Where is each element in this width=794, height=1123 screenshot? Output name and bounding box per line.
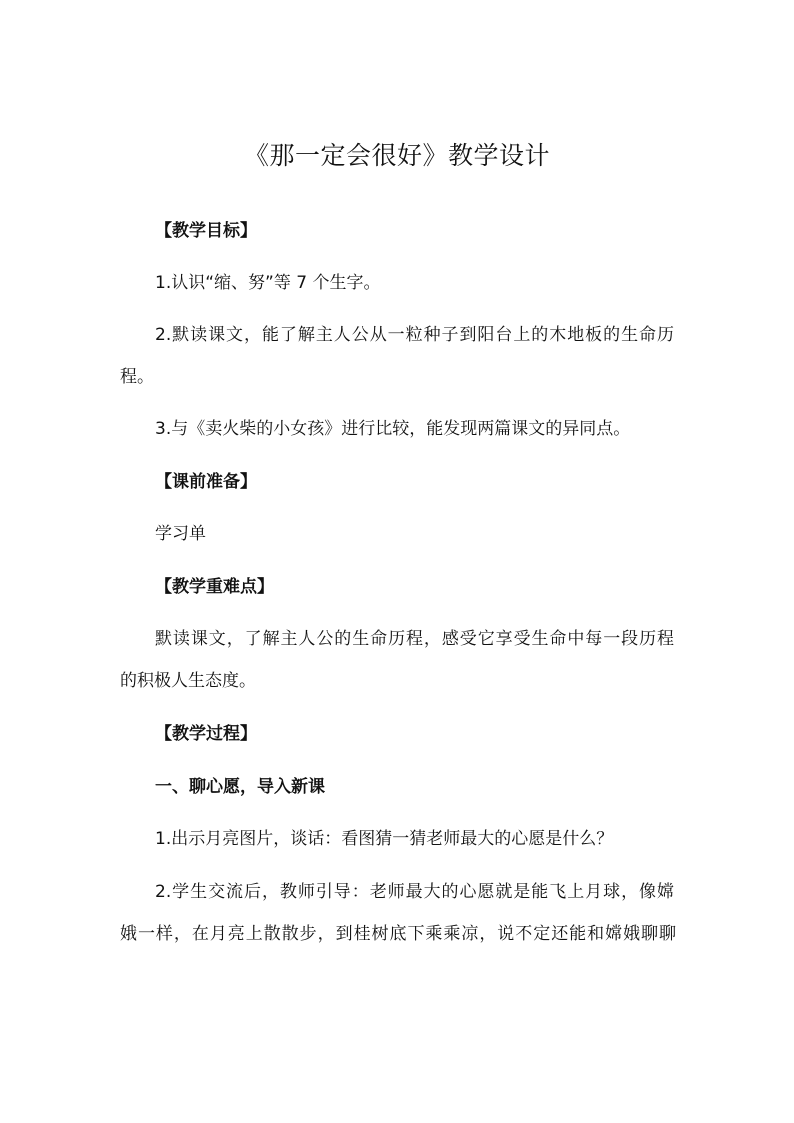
objective-2-line-1: 2.默读课文，能了解主人公从一粒种子到阳台上的木地板的生命历 — [155, 325, 674, 345]
document-title: 《那一定会很好》教学设计 — [243, 141, 550, 170]
section-heading-preparation: 【课前准备】 — [155, 472, 257, 492]
process-step-1-heading: 一、聊心愿，导入新课 — [155, 777, 325, 797]
objective-2-line-2: 程。 — [120, 367, 154, 387]
section-heading-key-points: 【教学重难点】 — [155, 577, 274, 597]
process-step-1-item-2-line-1: 2.学生交流后，教师引导：老师最大的心愿就是能飞上月球，像嫦 — [155, 882, 674, 902]
preparation-item: 学习单 — [155, 524, 206, 544]
section-heading-process: 【教学过程】 — [155, 724, 257, 744]
key-points-line-1: 默读课文，了解主人公的生命历程，感受它享受生命中每一段历程 — [155, 629, 674, 649]
objective-3: 3.与《卖火柴的小女孩》进行比较，能发现两篇课文的异同点。 — [155, 419, 631, 439]
section-heading-objectives: 【教学目标】 — [155, 221, 257, 241]
process-step-1-item-1: 1.出示月亮图片，谈话：看图猜一猜老师最大的心愿是什么？ — [155, 829, 614, 849]
key-points-line-2: 的积极人生态度。 — [120, 671, 256, 691]
objective-1: 1.认识“缩、努”等 7 个生字。 — [155, 273, 381, 293]
process-step-1-item-2-line-2: 娥一样，在月亮上散散步，到桂树底下乘乘凉，说不定还能和嫦娥聊聊 — [120, 924, 676, 944]
